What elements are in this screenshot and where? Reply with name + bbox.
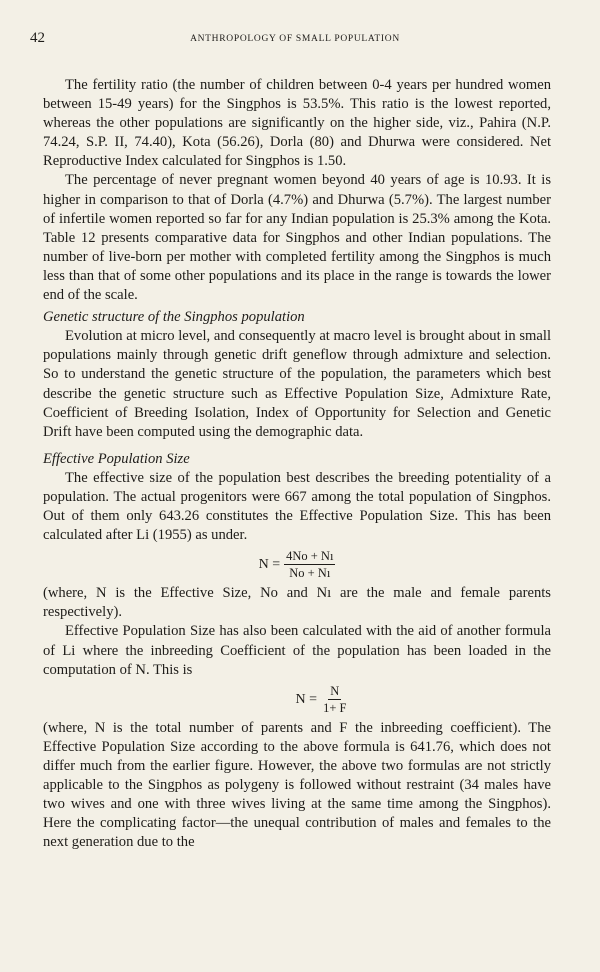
- formula-denominator: No + Nı: [289, 566, 331, 581]
- formula-fraction: [284, 549, 335, 580]
- paragraph-li-formula: Effective Population Size has also been calculated with the aid of another formula of Li where the inbreeding Coefficient of the population has been loaded in the computation of N. This is: [43, 623, 551, 678]
- page-number: 42: [30, 30, 45, 46]
- formula-numerator: 4No + Nı: [286, 549, 334, 564]
- section-heading-effective-population-size: Effective Population Size: [43, 450, 190, 467]
- paragraph-fertility-ratio: The fertility ratio (the number of children between 0-4 years per hundred women between 15-49 years) for the Singphos is 53.5%. This ratio is the lowest reported, whereas the other populations are significantly on the higher side, viz., Pahira (N.P. 74.24, S.P. II, 74.40), Kota (56.26), Dorla (80) and Dhurwa were considered. Net Reproductive Index calculated for Singphos is 1.50.: [43, 77, 551, 170]
- paragraph-effective-size: The effective size of the population best describes the breeding potentiality of a population. The actual progenitors were 667 among the total population of Singphos. Out of them only 643.26 constitutes the Effective Population Size. This has been calculated after Li (1955) as under.: [43, 469, 551, 544]
- paragraph-never-pregnant: The percentage of never pregnant women beyond 40 years of age is 10.93. It is higher in comparison to that of Dorla (4.7%) and Dhurwa (5.7%). The largest number of infertile women reported so far for any Indian population is 25.3% among the Kota. Table 12 presents comparative data for Singphos and other Indian populations. The number of live-born per mother with completed fertility among the Singphos is much less than that of some other populations and its place in the range is towards the lower end of the scale.: [43, 172, 551, 304]
- formula-fraction: [321, 684, 348, 715]
- section-heading-genetic-structure: Genetic structure of the Singphos population: [43, 309, 305, 326]
- formula-effective-size: [43, 549, 551, 580]
- running-title: ANTHROPOLOGY OF SMALL POPULATION: [190, 34, 400, 44]
- formula-lhs: N =: [258, 557, 281, 573]
- paragraph-evolution: Evolution at micro level, and consequently at macro level is brought about in small populations mainly through genetic drift geneflow through admixture and selection. So to understand the genetic structure of the population, the parameters which best describe the genetic structure such as Effective Population Size, Admixture Rate, Coefficient of Breeding Isolation, Index of Opportunity for Selection and Genetic Drift have been computed using the demographic data.: [43, 328, 551, 440]
- paragraph-inbreeding-explanation: (where, N is the total number of parents and F the inbreeding coefficient). The Effective Population Size according to the above formula is 641.76, which does not differ much from the earlier figure. However, the above two formulas are not strictly applicable to the Singphos as polygeny is followed without restraint (34 males have two wives and one with three wives living at the same time among the Singphos). Here the complicating factor—the unequal contribution of males and females to the next generation due to the: [43, 719, 551, 851]
- paragraph-formula-explanation: (where, N is the Effective Size, No and Nı are the male and female parents respectively).: [43, 585, 551, 621]
- body-text: [43, 76, 551, 852]
- formula-inbreeding: [93, 684, 551, 715]
- page-header: [30, 30, 560, 50]
- formula-lhs: N =: [295, 691, 318, 707]
- formula-numerator: N: [330, 683, 340, 698]
- formula-denominator: 1+ F: [323, 700, 347, 715]
